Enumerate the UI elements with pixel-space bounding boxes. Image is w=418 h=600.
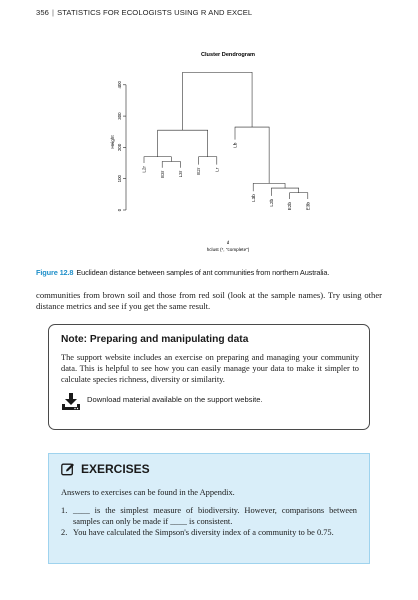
leaf-label: L3b [250,194,256,202]
note-box [48,324,370,430]
exercises-heading [61,462,357,476]
download-row[interactable] [61,393,359,411]
download-label: Download material available on the support website. [87,395,263,404]
caption-text: Euclidean distance between samples of ant communities from northern Australia. [76,268,330,277]
leaf-label: E2b [287,202,293,211]
dendrogram-chart [110,52,330,260]
leaf-label: L2r [141,166,147,173]
download-icon [61,393,81,411]
exercises-intro: Answers to exercises can be found in the Appendix. [61,488,235,497]
running-head [36,8,382,17]
exercise-item [61,506,357,527]
leaf-label: E3r [159,170,165,178]
leaf-label: E2r [196,167,202,175]
dendrogram-branch [158,130,208,157]
dendrogram-branch [162,161,180,167]
x-axis-sublabel: hclust (*, "complete") [206,247,250,252]
exercises-box [48,453,370,564]
exercise-item [61,528,357,539]
y-tick-label: 100 [117,175,122,183]
dendrogram-branch [253,183,285,191]
book-title: STATISTICS FOR ECOLOGISTS USING R AND EXCEL [57,8,253,17]
pencil-square-icon [61,462,75,476]
exercise-number: 1. [61,506,68,515]
exercise-text: ____ is the simplest measure of biodiversity. However, comparisons between samples can only be made if ____ is consistent. [73,506,357,526]
leaf-label: Lb [232,142,238,148]
dendrogram-branch [183,72,252,130]
y-tick-label: 400 [117,81,122,89]
page-number: 356 [36,8,49,17]
chart-title: Cluster Dendrogram [200,52,256,58]
dendrogram-branch [144,157,171,163]
leaf-label: L2b [269,198,274,207]
y-tick-label: 300 [117,112,122,120]
y-tick-label: 0 [117,208,122,212]
dendrogram-figure [110,52,330,260]
dendrogram-branch [199,157,217,165]
exercises-title: EXERCISES [81,462,150,476]
y-tick-label: 200 [117,143,122,152]
dendrogram-branch [271,188,298,196]
figure-caption [36,268,382,277]
body-paragraph: communities from brown soil and those from red soil (look at the sample names). Try using other distance metrics and see if you get the same result. [36,290,382,312]
figure-label: Figure 12.8 [36,268,74,277]
leaf-label: E3b [305,202,311,211]
leaf-label: Lr [214,167,220,172]
x-axis-label: d [226,240,230,245]
exercise-text: You have calculated the Simpson's diversity index of a community to be 0.75. [73,528,334,538]
dendrogram-branch [232,127,269,183]
dendrogram-branch [290,193,308,199]
header-separator: | [51,8,55,17]
exercises-list [61,506,357,539]
note-title: Note: Preparing and manipulating data [61,334,249,345]
leaf-label: L3r [178,170,183,178]
note-text: The support website includes an exercise on preparing and managing your community data. This is helpful to see how you can easily manage your data to make it simpler to calculate species richness, diversity or similarity. [61,353,359,384]
y-axis-label: Height [110,135,115,149]
exercise-number: 2. [61,528,68,538]
